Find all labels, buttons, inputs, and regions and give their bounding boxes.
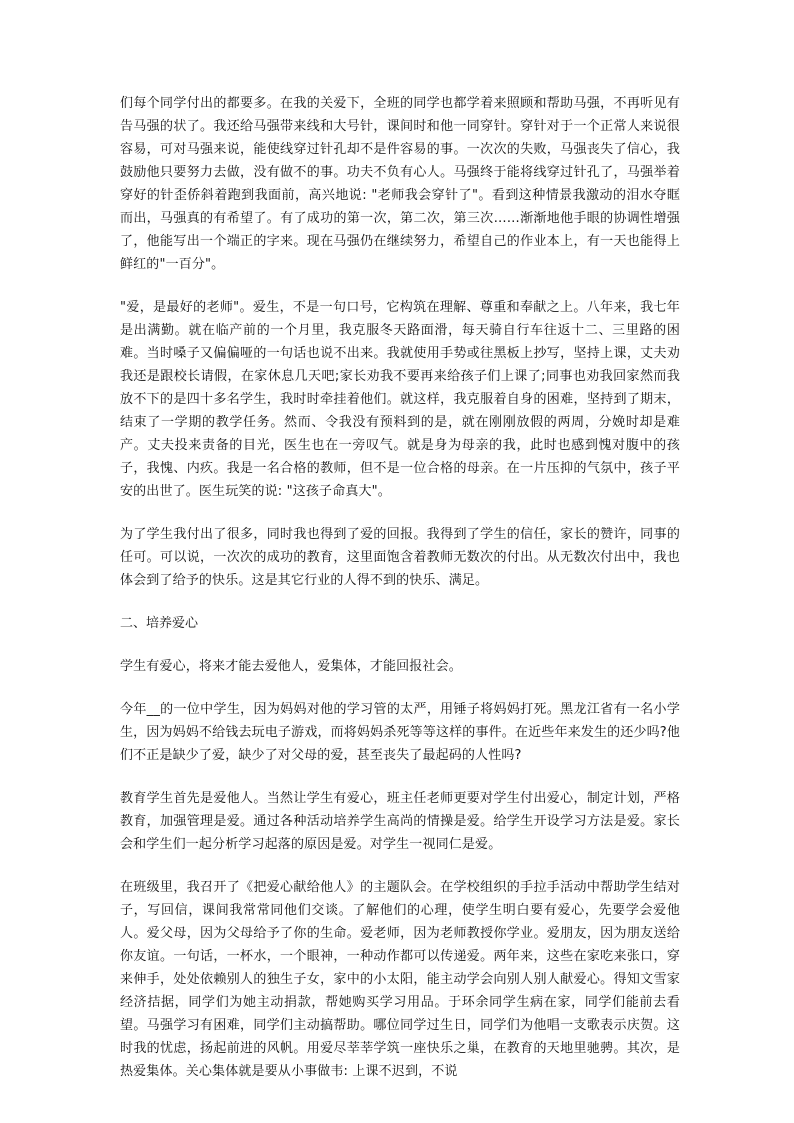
document-body: [120, 92, 680, 1103]
paragraph-class-activities: 在班级里，我召开了《把爱心献给他人》的主题队会。在学校组织的手拉手活动中帮助学生结对子，写回信，课间我常常同他们交谈。了解他们的心理，使学生明白要有爱心，先要学会爱他人。爱父母，因为父母给予了你的生命。爱老师，因为老师教授你学业。爱朋友，因为朋友送给你友谊。一句话，一杯水，一个眼神，一种动作都可以传递爱。两年来，这些在家吃来张口，穿来伸手，处处依赖别人的独生子女，家中的小太阳，能主动学会向别人别人献爱心。得知文雪家经济拮据，同学们为她主动捐款，帮她购买学习用品。于环余同学生病在家，同学们能前去看望。马强学习有困难，同学们主动搞帮助。哪位同学过生日，同学们为他唱一支歌表示庆贺。这时我的忧虑，扬起前进的风帆。用爱尽莘莘学筑一座快乐之巢，在教育的天地里驰骋。其次，是热爱集体。关心集体就是要从小事做韦: 上课不迟到，不说: [120, 880, 680, 1079]
paragraph-reward-of-love: 为了学生我付出了很多，同时我也得到了爱的回报。我得到了学生的信任，家长的赞许，同事的任可。可以说，一次次的成功的教育，这里面饱含着教师无数次的付出。从无数次付出中，我也体会到了给予的快乐。这是其它行业的人得不到的快乐、满足。: [120, 527, 680, 588]
paragraph-care-for-ma-qiang: 们每个同学付出的都要多。在我的关爱下，全班的同学也都学着来照顾和帮助马强，不再听见有告马强的状了。我还给马强带来线和大号针，课间时和他一同穿针。穿针对于一个正常人来说很容易，可对马强来说，能使线穿过针孔却不是件容易的事。一次次的失败，马强丧失了信心，我鼓励他只要努力去做，没有做不的事。功夫不负有心人。马强终于能将线穿过针孔了，马强举着穿好的针歪侨斜着跑到我面前，高兴地说: "老师我会穿针了"。看到这种情景我激动的泪水夺眶而出，马强真的有希望了。有了成功的第一次，第二次，第三次……渐渐地他手眼的协调性增强了，他能写出一个端正的字来。现在马强仍在继续努力，希望自己的作业本上，有一天也能得上鲜红的"一百分"。: [120, 96, 680, 272]
paragraph-love-best-teacher: "爱，是最好的老师"。爱生，不是一句口号，它构筑在理解、尊重和奉献之上。八年来，我七年是出满勤。就在临产前的一个月里，我克服冬天路面滑，每天骑自行车往返十二、三里路的困难。当时嗓子又偏偏哑的一句话也说不出来。我就使用手势或往黑板上抄写，坚持上课，丈夫劝我还是跟校长请假，在家休息几天吧;家长劝我不要再来给孩子们上课了;同事也劝我回家然而我放不下的是四十多名学生，我时时牵挂着他们。就这样，我克服着自身的困难，坚持到了期末，结束了一学期的教学任务。然而、令我没有预料到的是，就在刚刚放假的两周，分娩时却是难产。丈夫投来责备的目光，医生也在一旁叹气。就是身为母亲的我，此时也感到愧对腹中的孩子，我愧、内疚。我是一名合格的教师，但不是一位合格的母亲。在一片压抑的气氛中，孩子平安的出世了。医生玩笑的说: "这孩子命真大"。: [120, 300, 680, 499]
section-heading-cultivate-love: 二、培养爱心: [120, 616, 199, 631]
paragraph-lack-of-love-cases: 今年__的一位中学生，因为妈妈对他的学习管的太严，用锤子将妈妈打死。黑龙江省有一名小学生，因为妈妈不给钱去玩电子游戏，而将妈妈杀死等等这样的事件。在近些年来发生的还少吗?他们不正是缺少了爱，缺少了对父母的爱，甚至丧失了最起码的人性吗?: [120, 702, 680, 763]
paragraph-educate-to-love-others: 教育学生首先是爱他人。当然让学生有爱心，班主任老师更要对学生付出爱心，制定计划，严格教育，加强管理是爱。通过各种活动培养学生高尚的情操是爱。给学生开设学习方法是爱。家长会和学生们一起分析学习起落的原因是爱。对学生一视同仁是爱。: [120, 791, 680, 852]
paragraph-students-with-love: 学生有爱心，将来才能去爱他人，爱集体，才能回报社会。: [120, 659, 462, 674]
